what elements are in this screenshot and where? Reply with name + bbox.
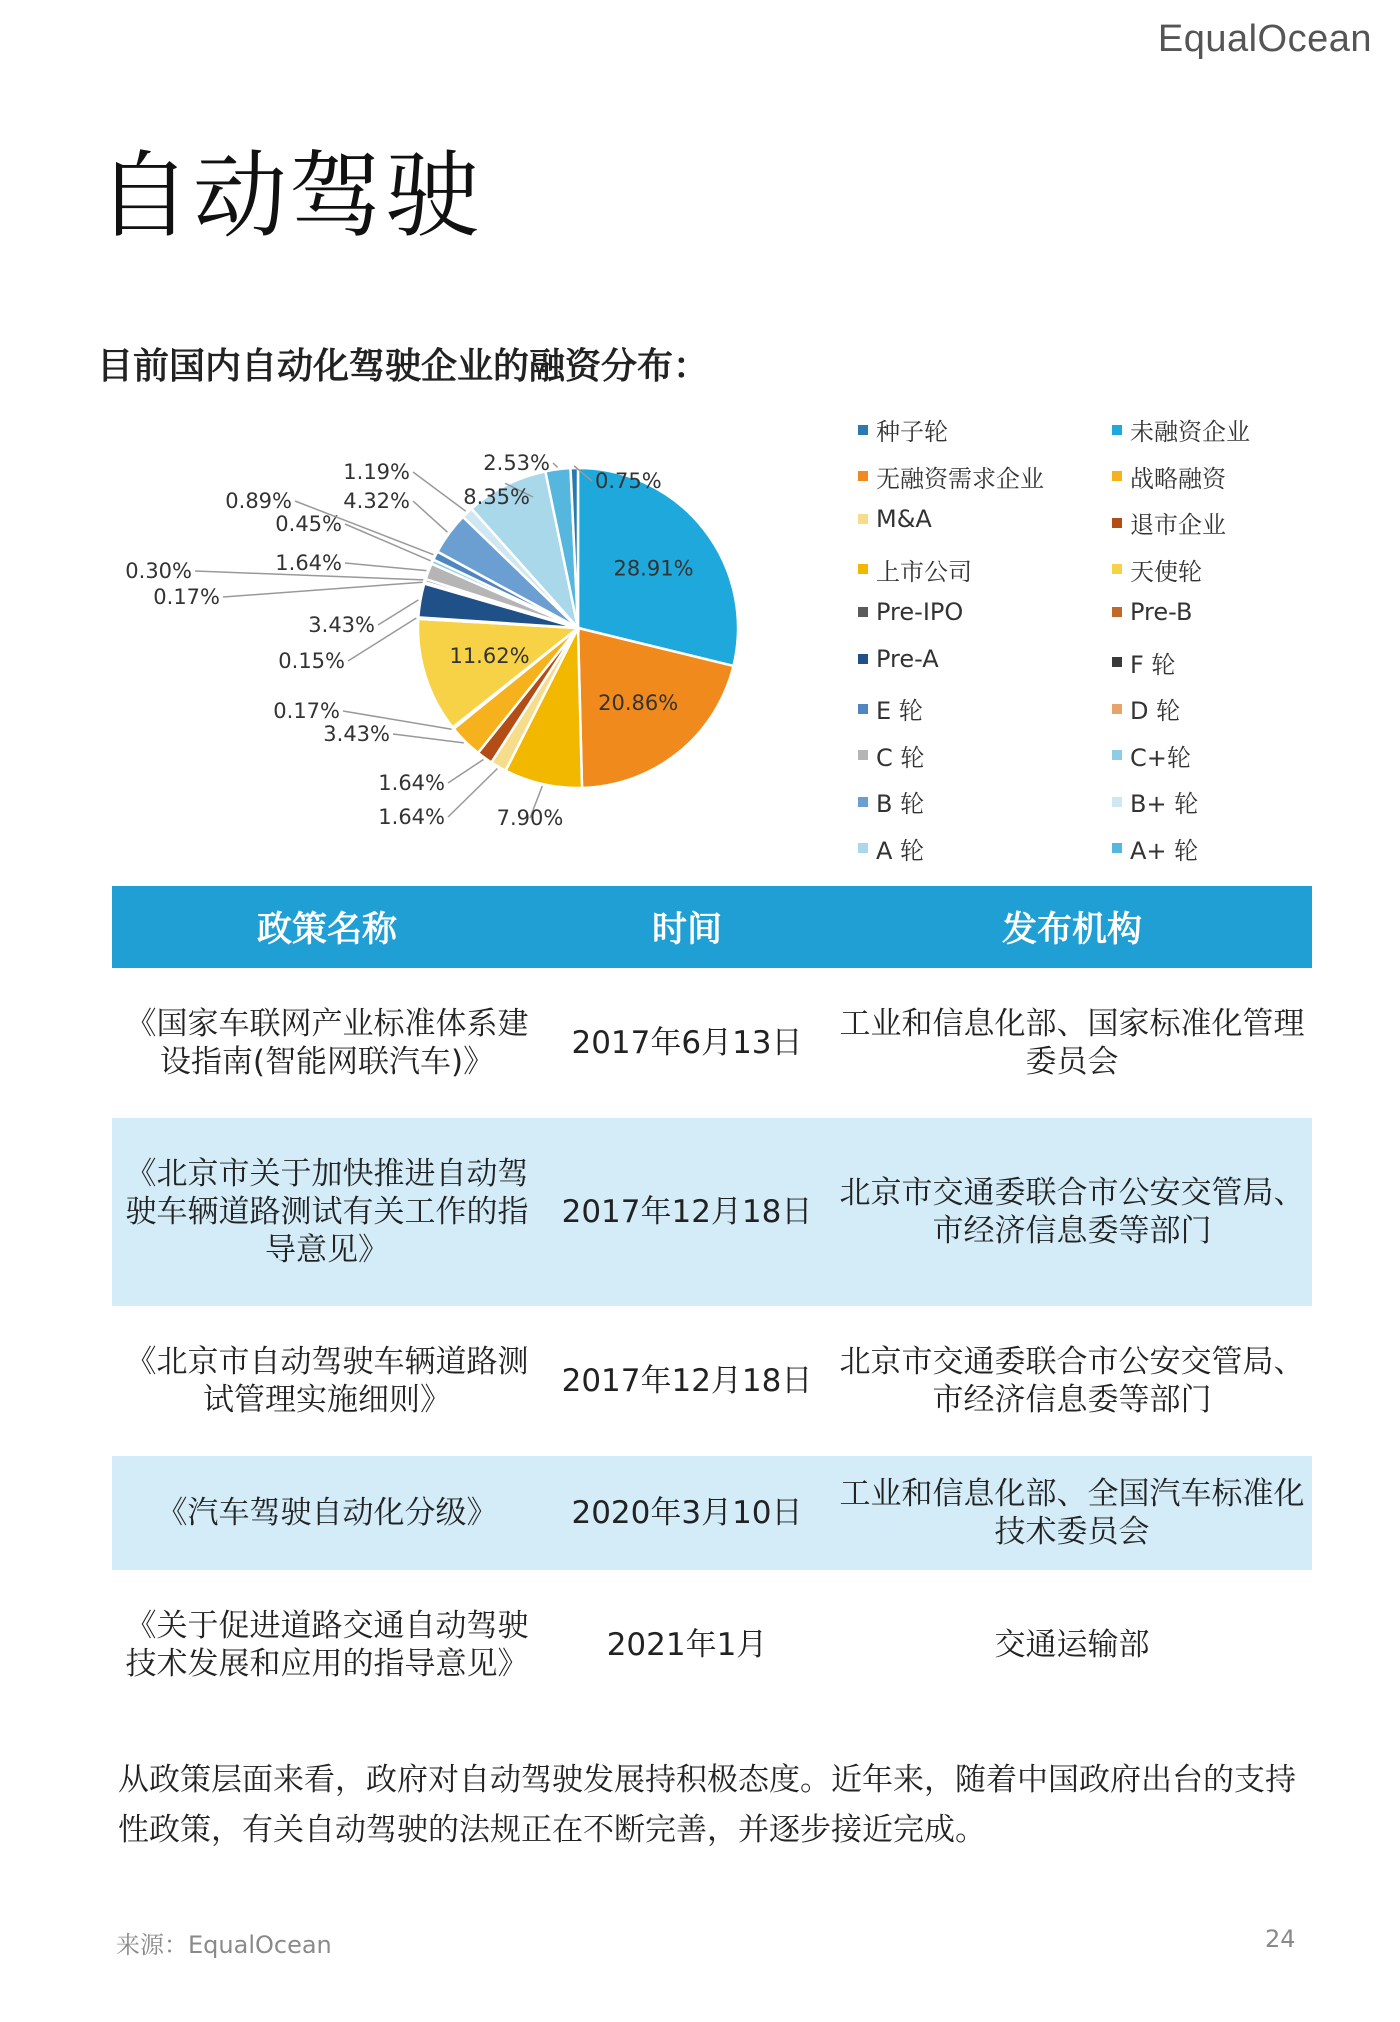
leader-line [413, 501, 447, 532]
legend-swatch [858, 654, 868, 664]
legend-item [858, 505, 932, 533]
policy-name-cell: 《国家车联网产业标准体系建设指南(智能网联汽车)》 [125, 1006, 529, 1080]
pie-data-label: 1.64% [275, 551, 342, 575]
leader-line [393, 734, 464, 743]
issuer-cell: 北京市交通委联合市公安交管局、市经济信息委等部门 [839, 1175, 1305, 1249]
policy-name-cell: 《汽车驾驶自动化分级》 [156, 1495, 498, 1531]
leader-line [448, 769, 497, 818]
legend-label: 战略融资 [1130, 464, 1226, 493]
pie-data-label: 1.64% [378, 805, 445, 829]
legend-item [858, 831, 924, 866]
legend-swatch [858, 704, 868, 714]
table-row [112, 1118, 1312, 1306]
legend-swatch [1112, 425, 1122, 435]
pie-data-label: 0.17% [153, 585, 220, 609]
legend-swatch [1112, 797, 1122, 807]
table-row [112, 1570, 1312, 1720]
pie-data-label: 2.53% [483, 451, 550, 475]
table-row [112, 1306, 1312, 1456]
legend-item [858, 598, 963, 626]
pie-data-label: 1.64% [378, 771, 445, 795]
pie-data-label: 8.35% [463, 485, 530, 509]
pie-data-label: 3.43% [308, 613, 375, 637]
summary-paragraph: 从政策层面来看，政府对自动驾驶发展持积极态度。近年来，随着中国政府出台的支持性政策，有关自动驾驶的法规正在不断完善，并逐步接近完成。 [118, 1762, 1296, 1848]
pie-data-label: 28.91% [613, 556, 694, 581]
issuer-cell: 交通运输部 [994, 1627, 1150, 1663]
pie-data-label: 20.86% [598, 690, 679, 715]
issuer-cell: 工业和信息化部、国家标准化管理委员会 [839, 1006, 1305, 1080]
pie-data-label: 3.43% [323, 722, 390, 746]
legend-swatch [1112, 704, 1122, 714]
legend-swatch [858, 514, 868, 524]
legend-item [858, 691, 923, 726]
pie-data-label: 0.17% [273, 699, 340, 723]
date-cell: 2021年1月 [606, 1627, 768, 1663]
legend-swatch [858, 797, 868, 807]
legend-item [858, 459, 1044, 494]
legend-label: M&A [876, 505, 932, 533]
legend-item [1112, 645, 1175, 680]
legend-item [858, 552, 972, 587]
legend-swatch [858, 471, 868, 481]
financing-pie-chart [0, 400, 840, 870]
pie-data-label: 1.19% [343, 460, 410, 484]
legend-label: Pre-A [876, 644, 939, 673]
date-cell: 2017年6月13日 [571, 1025, 803, 1061]
legend-item [858, 412, 948, 447]
legend-label: Pre-IPO [876, 598, 964, 626]
legend-swatch [858, 607, 868, 617]
policy-name-cell: 《北京市自动驾驶车辆道路测试管理实施细则》 [125, 1344, 529, 1418]
page-title: 自动驾驶 [97, 142, 482, 251]
legend-item [1112, 784, 1198, 819]
legend-label: 种子轮 [876, 418, 948, 446]
legend-label: C+轮 [1130, 743, 1191, 772]
legend-label: C 轮 [876, 743, 925, 772]
header-date: 时间 [651, 910, 722, 950]
leader-line [413, 472, 466, 511]
pie-data-label: 7.90% [496, 806, 564, 830]
legend-swatch [1112, 471, 1122, 481]
legend-swatch [1112, 750, 1122, 760]
policy-name-cell: 《北京市关于加快推进自动驾驶车辆道路测试有关工作的指导意见》 [125, 1156, 529, 1268]
leader-line [448, 760, 483, 784]
legend-label: B+ 轮 [1130, 790, 1199, 818]
legend-item [858, 645, 939, 673]
header-policy-name: 政策名称 [256, 910, 397, 950]
legend-label: 未融资企业 [1130, 418, 1250, 446]
legend-swatch [858, 425, 868, 435]
policy-table [112, 886, 1312, 1720]
page-number: 24 [1265, 1925, 1296, 1953]
legend-item [1112, 552, 1202, 587]
legend-swatch [1112, 843, 1122, 853]
legend-label: B 轮 [876, 790, 925, 818]
leader-line [345, 563, 427, 571]
issuer-cell: 北京市交通委联合市公安交管局、市经济信息委等部门 [839, 1344, 1305, 1418]
legend-item [1112, 831, 1198, 866]
legend-item [1112, 738, 1191, 773]
legend-label: E 轮 [876, 697, 923, 725]
legend-item [1112, 459, 1226, 494]
pie-data-label: 0.15% [278, 649, 345, 673]
pie-data-label: 0.45% [275, 512, 342, 536]
table-header [112, 886, 1312, 968]
pie-data-label: 4.32% [343, 489, 410, 513]
legend-swatch [858, 564, 868, 574]
leader-line [345, 524, 431, 561]
legend-item [858, 784, 924, 819]
leader-line [553, 463, 558, 467]
header-issuer: 发布机构 [1001, 910, 1142, 950]
legend-label: D 轮 [1130, 697, 1181, 725]
legend-swatch [858, 750, 868, 760]
source-note: 来源：EqualOcean [116, 1931, 332, 1959]
legend-item [1112, 691, 1180, 726]
date-cell: 2017年12月18日 [561, 1363, 813, 1399]
pie-data-label: 0.75% [595, 469, 662, 493]
legend-label: 上市公司 [876, 557, 972, 586]
chart-title: 目前国内自动化驾驶企业的融资分布： [97, 346, 710, 387]
legend-swatch [1112, 518, 1122, 528]
legend-label: Pre-B [1130, 598, 1193, 626]
date-cell: 2017年12月18日 [561, 1194, 813, 1230]
legend-swatch [1112, 564, 1122, 574]
equalocean-logo: EqualOcean [1157, 18, 1372, 60]
legend-label: A 轮 [876, 836, 925, 865]
legend-item [1112, 412, 1250, 447]
legend-item [858, 738, 924, 773]
leader-line [223, 582, 423, 597]
legend-swatch [1112, 657, 1122, 667]
legend-label: 退市企业 [1130, 511, 1226, 539]
legend-item [1112, 505, 1226, 540]
legend-item [1112, 598, 1192, 626]
policy-name-cell: 《关于促进道路交通自动驾驶技术发展和应用的指导意见》 [125, 1608, 529, 1682]
legend-swatch [858, 843, 868, 853]
legend-label: F 轮 [1130, 650, 1176, 679]
issuer-cell: 工业和信息化部、全国汽车标准化技术委员会 [839, 1476, 1305, 1550]
date-cell: 2020年3月10日 [571, 1495, 803, 1531]
pie-data-label: 11.62% [449, 644, 530, 668]
pie-data-label: 0.89% [225, 489, 292, 513]
pie-data-label: 0.30% [125, 559, 192, 583]
legend-label: 天使轮 [1130, 557, 1202, 586]
legend-swatch [1112, 607, 1122, 617]
legend-label: A+ 轮 [1130, 836, 1199, 865]
table-row [112, 1456, 1312, 1570]
legend-label: 无融资需求企业 [876, 464, 1044, 493]
table-row [112, 968, 1312, 1118]
